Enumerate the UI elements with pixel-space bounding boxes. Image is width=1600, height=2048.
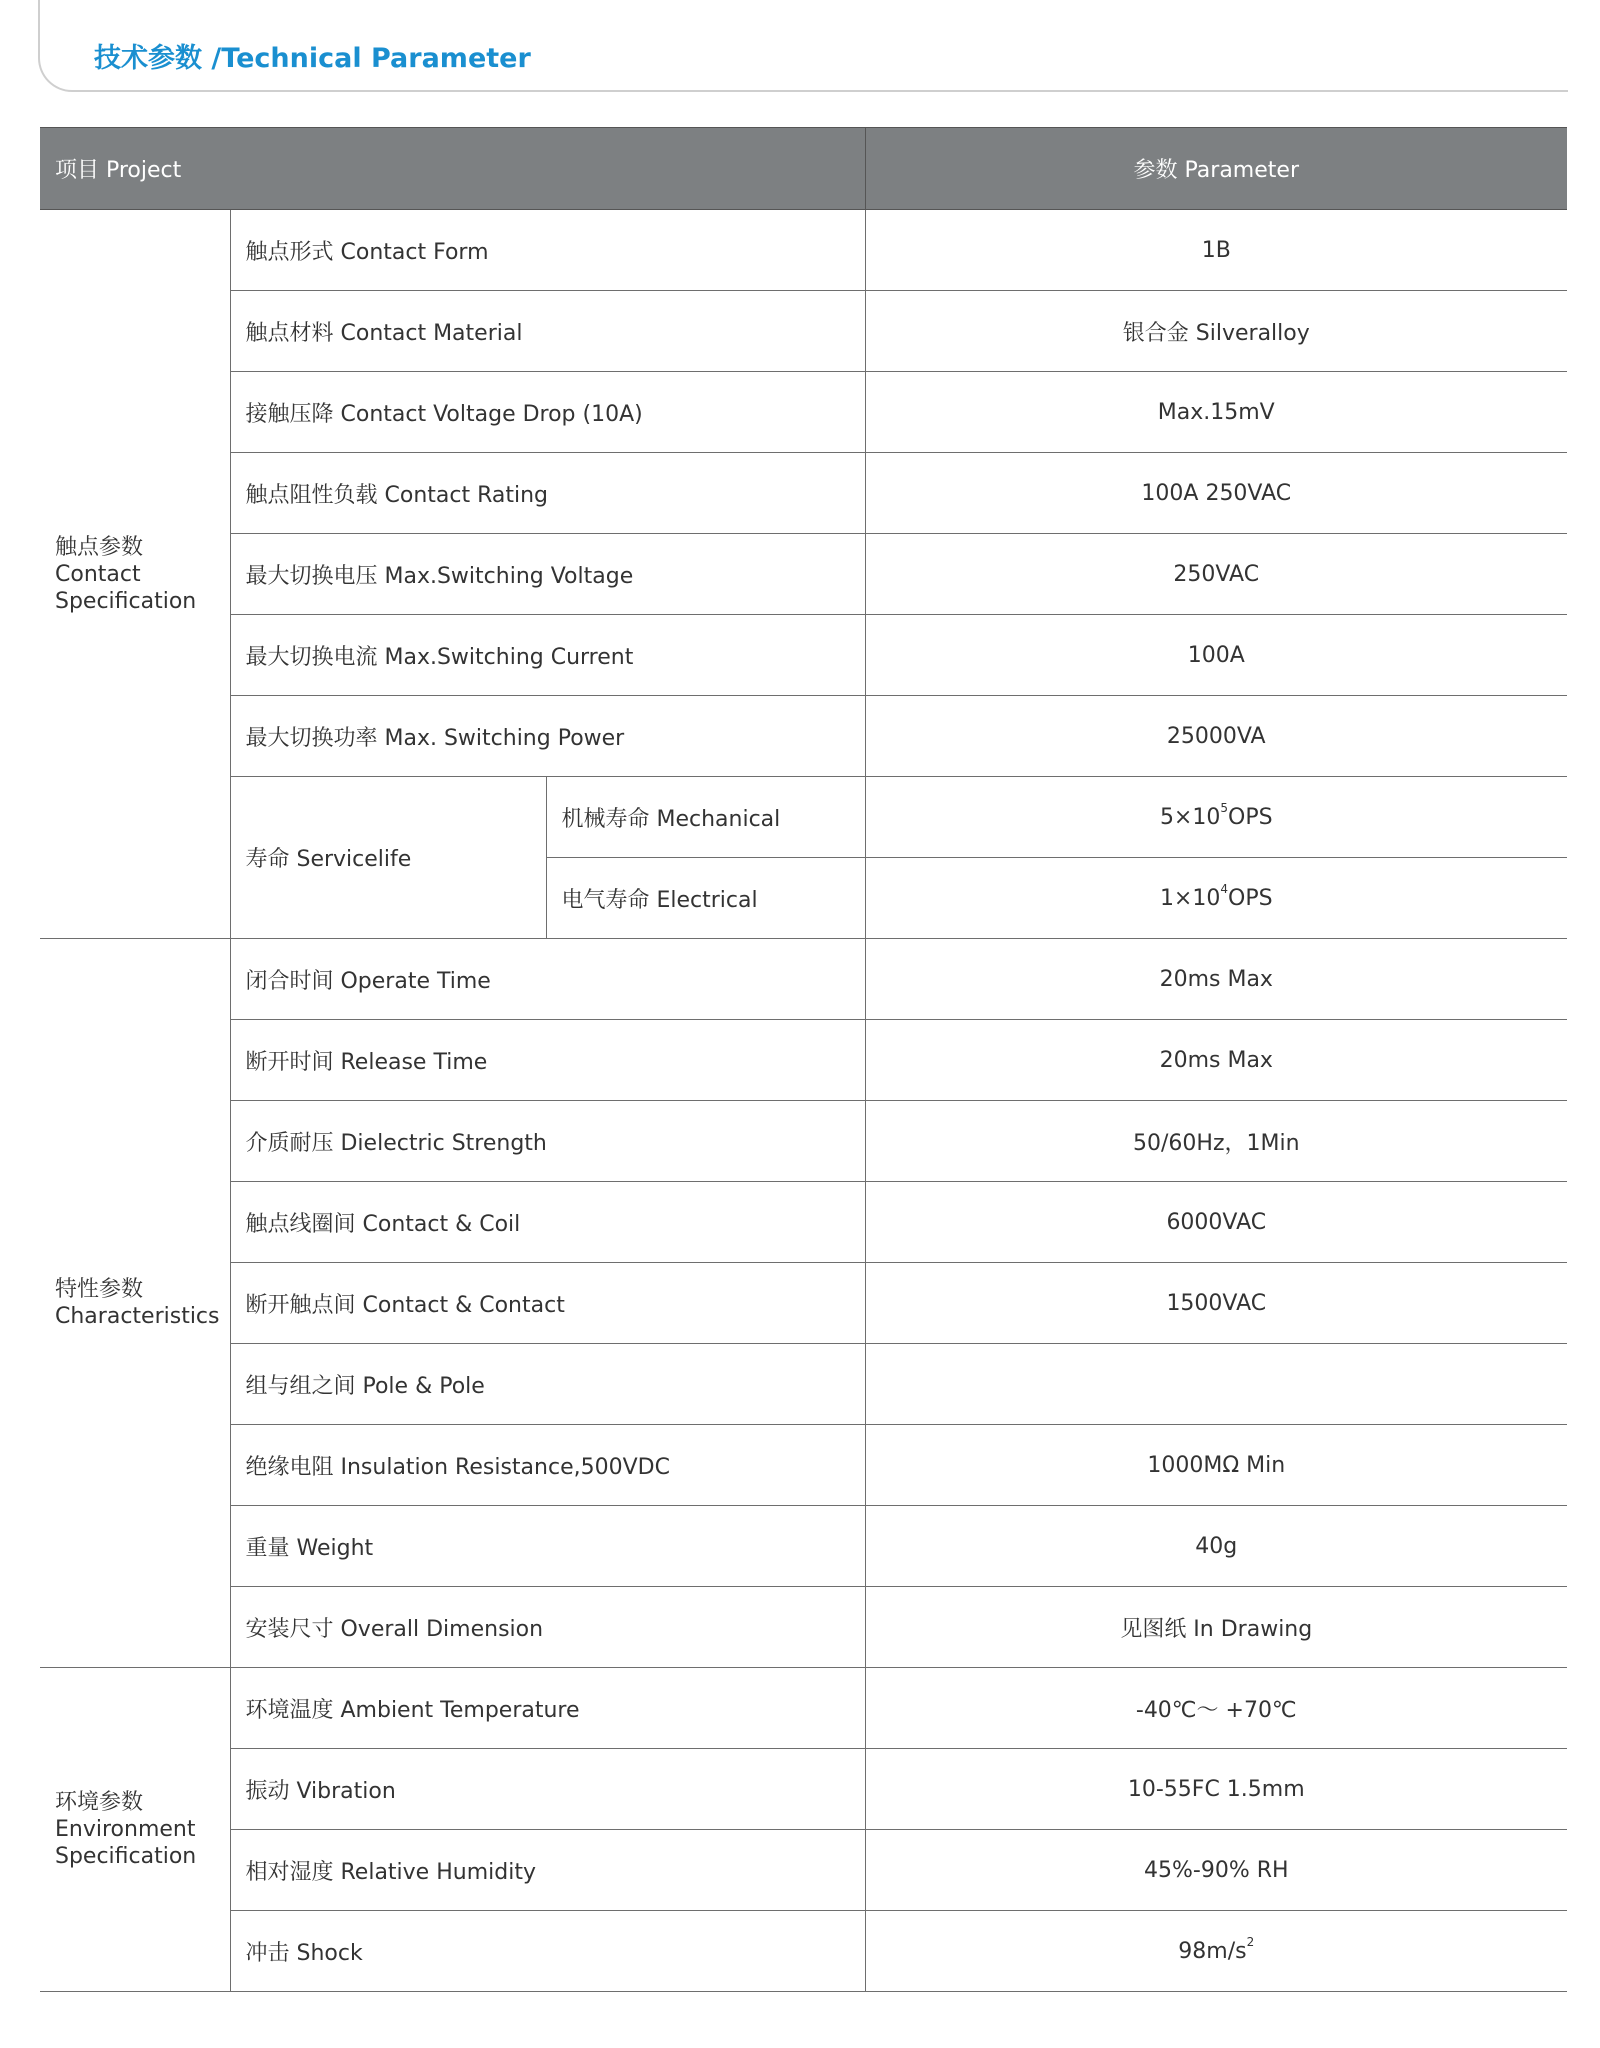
item-value: 100A <box>865 615 1567 696</box>
table-row <box>40 777 1567 858</box>
item-label: 触点阻性负载 Contact Rating <box>230 453 865 534</box>
table-row <box>40 210 1567 291</box>
item-value: 20ms Max <box>865 939 1567 1020</box>
item-label: 最大切换电压 Max.Switching Voltage <box>230 534 865 615</box>
item-value: 见图纸 In Drawing <box>865 1587 1567 1668</box>
item-label: 触点材料 Contact Material <box>230 291 865 372</box>
group-environment-specification <box>40 1668 230 1992</box>
group-label-en: Contact <box>55 561 141 587</box>
item-value: 银合金 Silveralloy <box>865 291 1567 372</box>
group-label-en-2: Specification <box>55 588 197 614</box>
item-value: Max.15mV <box>865 372 1567 453</box>
header-parameter: 参数 Parameter <box>865 128 1567 210</box>
item-label: 触点线圈间 Contact & Coil <box>230 1182 865 1263</box>
table-row <box>40 291 1567 372</box>
mechanical-life-label: 机械寿命 Mechanical <box>546 777 865 858</box>
item-label: 触点形式 Contact Form <box>230 210 865 291</box>
item-value: 1000MΩ Min <box>865 1425 1567 1506</box>
item-value: 45%-90% RH <box>865 1830 1567 1911</box>
table-row <box>40 939 1567 1020</box>
item-label: 最大切换电流 Max.Switching Current <box>230 615 865 696</box>
technical-parameter-table <box>40 127 1567 1992</box>
table-row <box>40 1668 1567 1749</box>
shock-label: 冲击 Shock <box>230 1911 865 1992</box>
item-value: -40℃～ +70℃ <box>865 1668 1567 1749</box>
section-title: 技术参数 /Technical Parameter <box>94 43 531 74</box>
item-label: 振动 Vibration <box>230 1749 865 1830</box>
group-label-en: Characteristics <box>55 1304 220 1329</box>
item-value: 40g <box>865 1506 1567 1587</box>
table-row <box>40 1344 1567 1425</box>
group-contact-specification <box>40 210 230 939</box>
mechanical-life-value: $5\times 10^5OPS$ <box>865 777 1567 858</box>
item-value: 6000VAC <box>865 1182 1567 1263</box>
group-label-cn: 触点参数 <box>55 534 144 560</box>
table-row <box>40 1506 1567 1587</box>
electrical-life-label: 电气寿命 Electrical <box>546 858 865 939</box>
table-row <box>40 453 1567 534</box>
item-value: 20ms Max <box>865 1020 1567 1101</box>
item-label: 绝缘电阻 Insulation Resistance,500VDC <box>230 1425 865 1506</box>
group-label-en-2: Specification <box>55 1844 197 1869</box>
item-value <box>865 1344 1567 1425</box>
shock-value: $98m/s^2$ <box>865 1911 1567 1992</box>
table-row <box>40 372 1567 453</box>
table-row <box>40 534 1567 615</box>
item-value: 10-55FC 1.5mm <box>865 1749 1567 1830</box>
table-header-row <box>40 128 1567 210</box>
table-row <box>40 1911 1567 1992</box>
table-row <box>40 1182 1567 1263</box>
table-row <box>40 1425 1567 1506</box>
item-label: 重量 Weight <box>230 1506 865 1587</box>
section-title-frame <box>38 0 1568 92</box>
group-label-en: Environment <box>55 1817 196 1842</box>
servicelife-label: 寿命 Servicelife <box>230 777 546 939</box>
item-label: 环境温度 Ambient Temperature <box>230 1668 865 1749</box>
group-label-cn: 特性参数 <box>55 1277 144 1302</box>
table-row <box>40 1587 1567 1668</box>
table-row <box>40 1020 1567 1101</box>
item-value: 25000VA <box>865 696 1567 777</box>
table-row <box>40 1830 1567 1911</box>
group-characteristics <box>40 939 230 1668</box>
table-row <box>40 696 1567 777</box>
item-value: 250VAC <box>865 534 1567 615</box>
item-value: 100A 250VAC <box>865 453 1567 534</box>
header-project: 项目 Project <box>40 128 865 210</box>
item-value: 1B <box>865 210 1567 291</box>
item-label: 组与组之间 Pole & Pole <box>230 1344 865 1425</box>
item-label: 相对湿度 Relative Humidity <box>230 1830 865 1911</box>
item-label: 断开触点间 Contact & Contact <box>230 1263 865 1344</box>
item-label: 介质耐压 Dielectric Strength <box>230 1101 865 1182</box>
item-label: 断开时间 Release Time <box>230 1020 865 1101</box>
item-value: 50/60Hz，1Min <box>865 1101 1567 1182</box>
item-label: 闭合时间 Operate Time <box>230 939 865 1020</box>
table-row <box>40 1263 1567 1344</box>
electrical-life-value: $1\times 10^4OPS$ <box>865 858 1567 939</box>
group-label-cn: 环境参数 <box>55 1790 144 1815</box>
item-label: 最大切换功率 Max. Switching Power <box>230 696 865 777</box>
table-row <box>40 1749 1567 1830</box>
table-row <box>40 615 1567 696</box>
item-label: 接触压降 Contact Voltage Drop (10A) <box>230 372 865 453</box>
item-value: 1500VAC <box>865 1263 1567 1344</box>
table-row <box>40 1101 1567 1182</box>
item-label: 安装尺寸 Overall Dimension <box>230 1587 865 1668</box>
